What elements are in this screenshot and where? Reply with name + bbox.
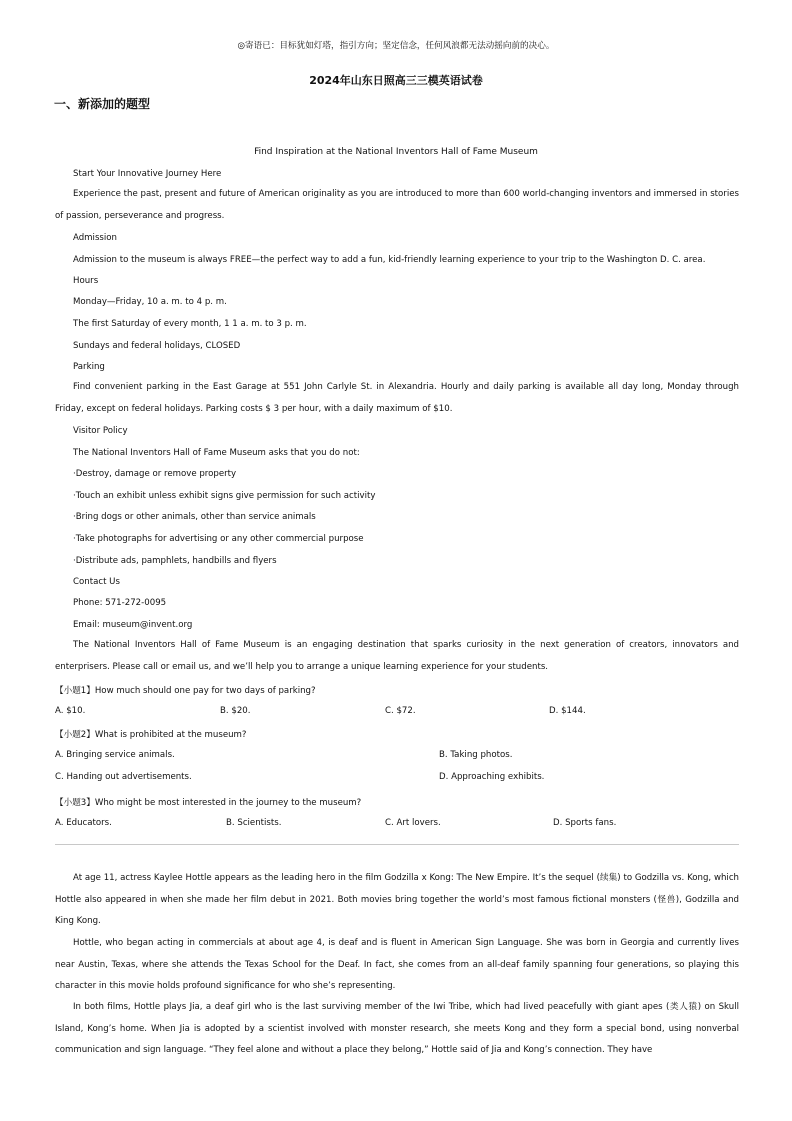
hours-closed: Sundays and federal holidays, CLOSED <box>73 341 241 351</box>
policy-item: ·Touch an exhibit unless exhibit signs give permission for such activity <box>73 491 376 501</box>
policy-item: ·Take photographs for advertising or any other commercial purpose <box>73 534 364 544</box>
policy-item: ·Bring dogs or other animals, other than service animals <box>73 512 316 522</box>
admission-heading: Admission <box>73 233 117 243</box>
parking-paragraph: Find convenient parking in the East Garage at 551 John Carlyle St. in Alexandria. Hourly and daily parking is available all day long, Monday through Friday, except on federal holidays. Parking costs $ 3 per hour, with a daily maximum of $10. <box>55 382 739 414</box>
hours-heading: Hours <box>73 276 99 286</box>
motto-line: ◎寄语已：目标犹如灯塔，指引方向；坚定信念，任何风浪都无法动摇向前的决心。 <box>237 41 555 51</box>
passage-title: Find Inspiration at the National Inventors Hall of Fame Museum <box>254 147 538 157</box>
parking-heading: Parking <box>73 362 105 372</box>
hours-weekday: Monday—Friday, 10 a. m. to 4 p. m. <box>73 297 227 307</box>
option-b: B. Taking photos. <box>439 750 513 760</box>
option-c: C. Handing out advertisements. <box>55 772 192 782</box>
policy-item: ·Destroy, damage or remove property <box>73 469 237 479</box>
policy-intro: The National Inventors Hall of Fame Museum asks that you do not: <box>73 448 360 458</box>
question-stem: 【小题3】Who might be most interested in the journey to the museum? <box>55 798 362 808</box>
policy-item: ·Distribute ads, pamphlets, handbills and flyers <box>73 556 277 566</box>
option-d: D. Sports fans. <box>553 818 617 828</box>
closing-paragraph: The National Inventors Hall of Fame Museum is an engaging destination that sparks curiosity in the next generation of creators, innovators and enterprisers. Please call or email us, and we’ll help you to arrange a unique learning experience for your students. <box>55 640 739 672</box>
option-c: C. $72. <box>385 706 416 716</box>
policy-heading: Visitor Policy <box>73 426 128 436</box>
section-heading: 一、新添加的题型 <box>54 97 151 111</box>
contact-heading: Contact Us <box>73 577 120 587</box>
option-b: B. $20. <box>220 706 251 716</box>
question-stem: 【小题2】What is prohibited at the museum? <box>55 730 247 740</box>
contact-email: Email: museum@invent.org <box>73 620 193 630</box>
exam-title: 2024年山东日照高三三模英语试卷 <box>309 74 483 87</box>
admission-text: Admission to the museum is always FREE—the perfect way to add a fun, kid-friendly learning experience to your trip to the Washington D. C. area. <box>73 255 706 265</box>
passage2-paragraph: At age 11, actress Kaylee Hottle appears as the leading hero in the film Godzilla x Kong: The New Empire. It’s the sequel (续集) to Godzilla vs. Kong, which Hottle also appeared in when she made her film debut in 2021. Both movies bring together the world’s most famous fictional monsters (怪兽), Godzilla and King Kong. <box>55 873 739 926</box>
passage-subtitle: Start Your Innovative Journey Here <box>73 169 222 179</box>
section-divider <box>55 844 739 845</box>
hours-saturday: The first Saturday of every month, 1 1 a. m. to 3 p. m. <box>73 319 307 329</box>
intro-paragraph: Experience the past, present and future of American originality as you are introduced to more than 600 world-changing inventors and immersed in stories of passion, perseverance and progress. <box>55 189 739 221</box>
option-a: A. $10. <box>55 706 86 716</box>
question-stem: 【小题1】How much should one pay for two days of parking? <box>55 686 316 696</box>
option-c: C. Art lovers. <box>385 818 441 828</box>
contact-phone: Phone: 571-272-0095 <box>73 598 167 608</box>
option-a: A. Educators. <box>55 818 112 828</box>
passage2-paragraph: In both films, Hottle plays Jia, a deaf girl who is the last surviving member of the Iwi Tribe, which had lived peacefully with giant apes (类人猿) on Skull Island, Kong’s home. When Jia is adopted by a scientist involved with monster research, she meets Kong and they form a special bond, using nonverbal communication and sign language. “They feel alone and without a place they belong,” Hottle said of Jia and Kong’s connection. They have <box>55 1002 739 1055</box>
option-d: D. $144. <box>549 706 586 716</box>
passage2-paragraph: Hottle, who began acting in commercials at about age 4, is deaf and is fluent in American Sign Language. She was born in Georgia and currently lives near Austin, Texas, where she attends the Texas School for the Deaf. In fact, she comes from an all-deaf family spanning four generations, so playing this character in this movie holds profound significance for who she’s representing. <box>55 938 739 991</box>
option-d: D. Approaching exhibits. <box>439 772 545 782</box>
option-a: A. Bringing service animals. <box>55 750 175 760</box>
option-b: B. Scientists. <box>226 818 282 828</box>
